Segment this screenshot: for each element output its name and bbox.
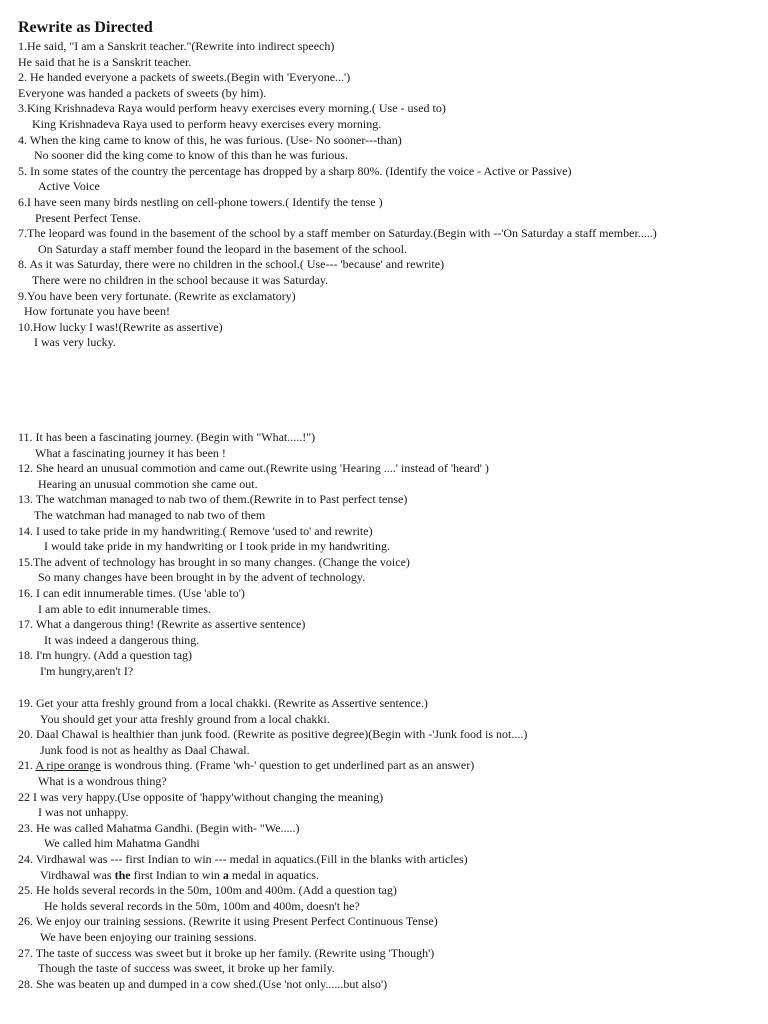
answer-line bbox=[0, 148, 768, 164]
line-text: We have been enjoying our training sessions. bbox=[40, 929, 257, 944]
line-text: 2. He handed everyone a packets of sweets.(Begin with 'Everyone...') bbox=[18, 70, 351, 85]
line-text: 24. Virdhawal was --- first Indian to win --- medal in aquatics.(Fill in the blanks with articles) bbox=[18, 851, 468, 866]
line-text: 3.King Krishnadeva Raya would perform heavy exercises every morning.( Use - used to) bbox=[18, 101, 446, 116]
line-text: medal in aquatics. bbox=[228, 867, 319, 882]
line-text: 22 I was very happy.(Use opposite of 'happy'without changing the meaning) bbox=[18, 789, 384, 804]
line-text: 17. What a dangerous thing! (Rewrite as assertive sentence) bbox=[18, 617, 306, 632]
line-text: We called him Mahatma Gandhi bbox=[44, 836, 200, 851]
line-text: 11. It has been a fascinating journey. (Begin with "What.....!") bbox=[18, 430, 316, 444]
line-text: 4. When the king came to know of this, he was furious. (Use- No sooner---than) bbox=[18, 132, 402, 147]
answer-line bbox=[0, 335, 768, 351]
line-text: What a fascinating journey it has been ! bbox=[35, 445, 226, 460]
answer-line bbox=[0, 836, 768, 852]
answer-line bbox=[0, 774, 768, 790]
line-text: So many changes have been brought in by the advent of technology. bbox=[38, 570, 366, 585]
answer-line bbox=[0, 477, 768, 493]
line-text: 18. I'm hungry. (Add a question tag) bbox=[18, 648, 193, 663]
line-text: Present Perfect Tense. bbox=[35, 210, 141, 225]
line-text: Active Voice bbox=[38, 179, 100, 194]
answer-line bbox=[0, 539, 768, 555]
answer-line bbox=[0, 633, 768, 649]
question-line bbox=[0, 524, 768, 540]
question-line bbox=[0, 320, 768, 336]
question-line bbox=[0, 70, 768, 86]
line-text: You should get your atta freshly ground from a local chakki. bbox=[40, 711, 330, 726]
question-line bbox=[0, 226, 768, 242]
answer-line bbox=[0, 961, 768, 977]
line-text: 15.The advent of technology has brought in so many changes. (Change the voice) bbox=[18, 554, 410, 569]
answer-line bbox=[0, 86, 768, 102]
answer-line bbox=[0, 117, 768, 133]
question-line bbox=[0, 914, 768, 930]
answer-line bbox=[0, 712, 768, 728]
line-text: Junk food is not as healthy as Daal Chawal. bbox=[40, 742, 250, 757]
question-line bbox=[0, 790, 768, 806]
line-text: 13. The watchman managed to nab two of them.(Rewrite in to Past perfect tense) bbox=[18, 492, 408, 507]
question-line bbox=[0, 727, 768, 743]
line-text: 1.He said, "I am a Sanskrit teacher."(Rewrite into indirect speech) bbox=[18, 39, 335, 53]
line-text: 5. In some states of the country the percentage has dropped by a sharp 80%. (Identify the voice - Active or Passive) bbox=[18, 163, 572, 178]
answer-line bbox=[0, 930, 768, 946]
question-line bbox=[0, 617, 768, 633]
line-text: No sooner did the king come to know of this than he was furious. bbox=[34, 148, 348, 163]
line-text: 28. She was beaten up and dumped in a cow shed.(Use 'not only......but also') bbox=[18, 976, 388, 991]
exercise-block-1 bbox=[0, 39, 768, 351]
line-text: He said that he is a Sanskrit teacher. bbox=[18, 54, 192, 69]
line-text: 21. bbox=[18, 758, 36, 773]
line-text: 6.I have seen many birds nestling on cell-phone towers.( Identify the tense ) bbox=[18, 194, 383, 209]
line-text: There were no children in the school because it was Saturday. bbox=[32, 272, 329, 287]
exercise-block-3 bbox=[0, 696, 768, 992]
question-line bbox=[0, 461, 768, 477]
question-line bbox=[0, 164, 768, 180]
answer-line bbox=[0, 743, 768, 759]
answer-line bbox=[0, 868, 768, 884]
answer-line bbox=[0, 304, 768, 320]
line-text: I was very lucky. bbox=[34, 335, 116, 350]
answer-line bbox=[0, 508, 768, 524]
question-line bbox=[0, 257, 768, 273]
line-text: Virdhawal was bbox=[40, 867, 115, 882]
line-text: 9.You have been very fortunate. (Rewrite as exclamatory) bbox=[18, 288, 296, 303]
line-text: 27. The taste of success was sweet but it broke up her family. (Rewrite using 'Though') bbox=[18, 945, 435, 960]
line-text: I am able to edit innumerable times. bbox=[38, 601, 211, 616]
question-line bbox=[0, 492, 768, 508]
question-line bbox=[0, 946, 768, 962]
question-line bbox=[0, 977, 768, 993]
question-line bbox=[0, 133, 768, 149]
question-line bbox=[0, 852, 768, 868]
question-line bbox=[0, 758, 768, 774]
answer-line bbox=[0, 179, 768, 195]
line-text: 25. He holds several records in the 50m, 100m and 400m. (Add a question tag) bbox=[18, 883, 397, 898]
answer-line bbox=[0, 602, 768, 618]
line-text: 20. Daal Chawal is healthier than junk food. (Rewrite as positive degree)(Begin with -'Junk food is not....) bbox=[18, 727, 528, 742]
line-text: On Saturday a staff member found the leopard in the basement of the school. bbox=[38, 241, 408, 256]
line-text: The watchman had managed to nab two of them bbox=[34, 507, 266, 522]
line-text: 8. As it was Saturday, there were no children in the school.( Use--- 'because' and rewrite) bbox=[18, 257, 445, 272]
answer-line bbox=[0, 446, 768, 462]
question-line bbox=[0, 289, 768, 305]
question-line bbox=[0, 821, 768, 837]
line-text: 26. We enjoy our training sessions. (Rewrite it using Present Perfect Continuous Tense) bbox=[18, 914, 438, 929]
question-line bbox=[0, 648, 768, 664]
question-line bbox=[0, 883, 768, 899]
line-text: 23. He was called Mahatma Gandhi. (Begin with- "We.....) bbox=[18, 820, 300, 835]
line-text: What is a wondrous thing? bbox=[38, 773, 167, 788]
line-text: King Krishnadeva Raya used to perform heavy exercises every morning. bbox=[32, 116, 382, 131]
bold-article: the bbox=[114, 867, 131, 882]
line-text: I would take pride in my handwriting or I took pride in my handwriting. bbox=[44, 539, 390, 554]
answer-line bbox=[0, 899, 768, 915]
bold-article: a bbox=[222, 867, 229, 882]
line-text: 14. I used to take pride in my handwriting.( Remove 'used to' and rewrite) bbox=[18, 523, 373, 538]
question-line bbox=[0, 586, 768, 602]
exercise-block-2 bbox=[0, 430, 768, 680]
answer-line bbox=[0, 242, 768, 258]
line-text: He holds several records in the 50m, 100m and 400m, doesn't he? bbox=[44, 898, 360, 913]
line-text: I was not unhappy. bbox=[38, 805, 129, 820]
answer-line bbox=[0, 805, 768, 821]
line-text: Hearing an unusual commotion she came out. bbox=[38, 476, 258, 491]
answer-line bbox=[0, 55, 768, 71]
line-text: It was indeed a dangerous thing. bbox=[44, 632, 200, 647]
question-line bbox=[0, 430, 768, 446]
question-line bbox=[0, 101, 768, 117]
answer-line bbox=[0, 570, 768, 586]
page-title: Rewrite as Directed bbox=[18, 19, 153, 36]
answer-line bbox=[0, 273, 768, 289]
line-text: Everyone was handed a packets of sweets (by him). bbox=[18, 85, 267, 100]
question-line bbox=[0, 39, 768, 55]
line-text: 7.The leopard was found in the basement of the school by a staff member on Saturday.(Begin with --'On Saturday a staff member.....) bbox=[18, 226, 657, 241]
line-text: I'm hungry,aren't I? bbox=[40, 663, 134, 678]
line-text: 16. I can edit innumerable times. (Use 'able to') bbox=[18, 585, 245, 600]
line-text: is wondrous thing. (Frame 'wh-' question to get underlined part as an answer) bbox=[100, 758, 475, 773]
question-line bbox=[0, 195, 768, 211]
question-line bbox=[0, 696, 768, 712]
answer-line bbox=[0, 211, 768, 227]
line-text: 12. She heard an unusual commotion and came out.(Rewrite using 'Hearing ....' instead of 'heard' ) bbox=[18, 461, 489, 476]
line-text: first Indian to win bbox=[130, 867, 223, 882]
underlined-phrase: A ripe orange bbox=[35, 758, 101, 773]
line-text: 19. Get your atta freshly ground from a local chakki. (Rewrite as Assertive sentence.) bbox=[18, 696, 428, 710]
line-text: 10.How lucky I was!(Rewrite as assertive) bbox=[18, 319, 223, 334]
line-text: How fortunate you have been! bbox=[24, 304, 170, 319]
answer-line bbox=[0, 664, 768, 680]
question-line bbox=[0, 555, 768, 571]
line-text: Though the taste of success was sweet, it broke up her family. bbox=[38, 961, 335, 976]
